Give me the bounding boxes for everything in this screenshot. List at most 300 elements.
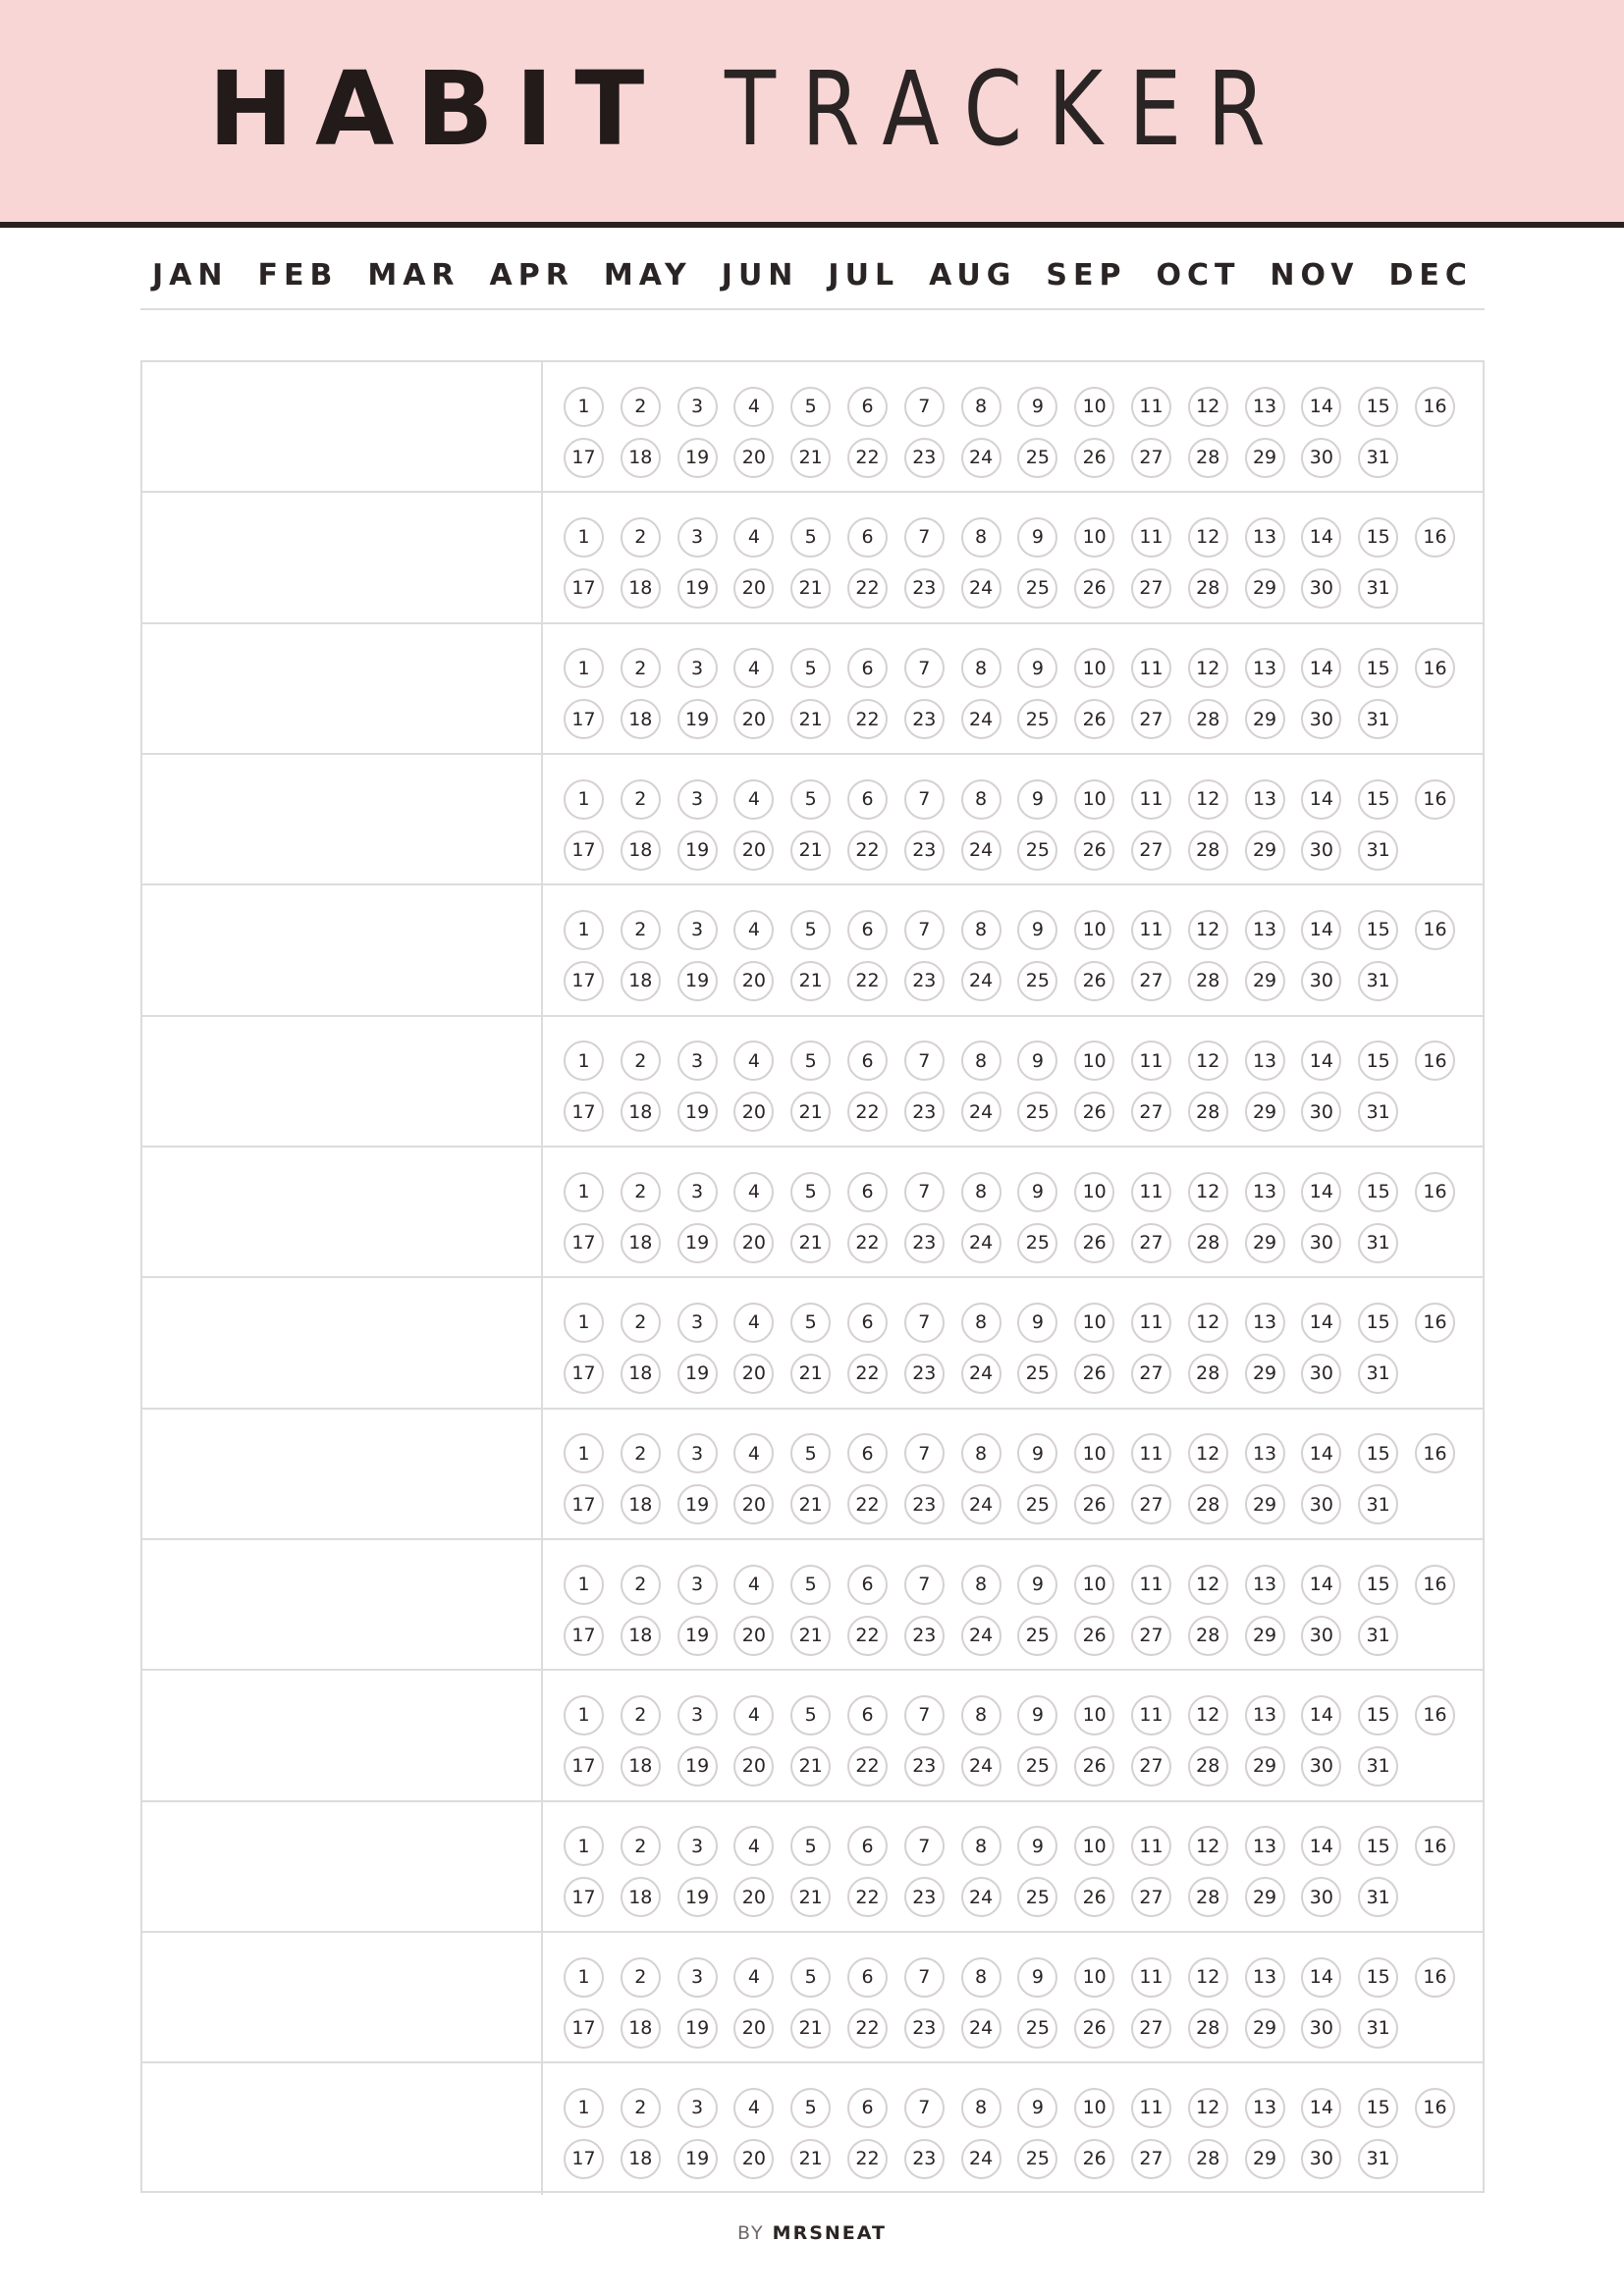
day-circle[interactable]: 12 bbox=[1188, 2088, 1228, 2128]
day-circle[interactable]: 7 bbox=[904, 1041, 945, 1081]
day-circle[interactable]: 1 bbox=[564, 1172, 604, 1212]
day-circle[interactable]: 17 bbox=[564, 1223, 604, 1263]
day-circle[interactable]: 11 bbox=[1131, 1695, 1171, 1735]
day-circle[interactable]: 1 bbox=[564, 1695, 604, 1735]
month-dec[interactable]: DEC bbox=[1388, 257, 1473, 293]
day-circle[interactable]: 3 bbox=[677, 387, 718, 427]
day-circle[interactable]: 10 bbox=[1074, 1695, 1114, 1735]
day-circle[interactable]: 17 bbox=[564, 568, 604, 609]
day-circle[interactable]: 13 bbox=[1245, 1172, 1285, 1212]
day-circle[interactable]: 31 bbox=[1358, 830, 1398, 871]
day-circle[interactable]: 18 bbox=[621, 1616, 661, 1656]
month-jun[interactable]: JUN bbox=[721, 257, 799, 293]
day-circle[interactable]: 14 bbox=[1301, 1565, 1341, 1605]
day-circle[interactable]: 13 bbox=[1245, 1041, 1285, 1081]
day-circle[interactable]: 8 bbox=[961, 779, 1001, 820]
day-circle[interactable]: 31 bbox=[1358, 1616, 1398, 1656]
day-circle[interactable]: 7 bbox=[904, 1565, 945, 1605]
day-circle[interactable]: 16 bbox=[1415, 1957, 1455, 1998]
day-circle[interactable]: 14 bbox=[1301, 387, 1341, 427]
day-circle[interactable]: 18 bbox=[621, 1877, 661, 1917]
day-circle[interactable]: 4 bbox=[733, 648, 774, 688]
day-circle[interactable]: 16 bbox=[1415, 648, 1455, 688]
day-circle[interactable]: 26 bbox=[1074, 2008, 1114, 2049]
day-circle[interactable]: 7 bbox=[904, 517, 945, 558]
day-circle[interactable]: 17 bbox=[564, 2008, 604, 2049]
day-circle[interactable]: 1 bbox=[564, 387, 604, 427]
day-circle[interactable]: 26 bbox=[1074, 699, 1114, 739]
day-circle[interactable]: 4 bbox=[733, 1433, 774, 1473]
day-circle[interactable]: 11 bbox=[1131, 2088, 1171, 2128]
day-circle[interactable]: 13 bbox=[1245, 1565, 1285, 1605]
day-circle[interactable]: 19 bbox=[677, 1877, 718, 1917]
day-circle[interactable]: 7 bbox=[904, 2088, 945, 2128]
day-circle[interactable]: 24 bbox=[961, 2008, 1001, 2049]
day-circle[interactable]: 1 bbox=[564, 779, 604, 820]
day-circle[interactable]: 20 bbox=[733, 1877, 774, 1917]
day-circle[interactable]: 5 bbox=[790, 779, 831, 820]
day-circle[interactable]: 1 bbox=[564, 1041, 604, 1081]
day-circle[interactable]: 13 bbox=[1245, 1957, 1285, 1998]
day-circle[interactable]: 27 bbox=[1131, 1092, 1171, 1132]
day-circle[interactable]: 13 bbox=[1245, 1303, 1285, 1343]
day-circle[interactable]: 26 bbox=[1074, 961, 1114, 1001]
day-circle[interactable]: 18 bbox=[621, 1484, 661, 1524]
day-circle[interactable]: 23 bbox=[904, 830, 945, 871]
day-circle[interactable]: 19 bbox=[677, 1223, 718, 1263]
day-circle[interactable]: 1 bbox=[564, 1433, 604, 1473]
day-circle[interactable]: 19 bbox=[677, 1092, 718, 1132]
day-circle[interactable]: 24 bbox=[961, 1092, 1001, 1132]
day-circle[interactable]: 25 bbox=[1017, 1484, 1057, 1524]
habit-name-field[interactable] bbox=[142, 1148, 543, 1276]
day-circle[interactable]: 21 bbox=[790, 830, 831, 871]
day-circle[interactable]: 2 bbox=[621, 1565, 661, 1605]
month-may[interactable]: MAY bbox=[603, 257, 692, 293]
day-circle[interactable]: 15 bbox=[1358, 517, 1398, 558]
habit-name-field[interactable] bbox=[142, 1540, 543, 1669]
day-circle[interactable]: 15 bbox=[1358, 1957, 1398, 1998]
day-circle[interactable]: 2 bbox=[621, 1041, 661, 1081]
day-circle[interactable]: 6 bbox=[847, 1433, 888, 1473]
day-circle[interactable]: 7 bbox=[904, 1695, 945, 1735]
day-circle[interactable]: 2 bbox=[621, 1433, 661, 1473]
day-circle[interactable]: 12 bbox=[1188, 1565, 1228, 1605]
day-circle[interactable]: 30 bbox=[1301, 1746, 1341, 1787]
day-circle[interactable]: 7 bbox=[904, 1303, 945, 1343]
day-circle[interactable]: 12 bbox=[1188, 1433, 1228, 1473]
day-circle[interactable]: 4 bbox=[733, 1172, 774, 1212]
day-circle[interactable]: 17 bbox=[564, 1354, 604, 1394]
day-circle[interactable]: 7 bbox=[904, 1957, 945, 1998]
day-circle[interactable]: 18 bbox=[621, 699, 661, 739]
day-circle[interactable]: 12 bbox=[1188, 1303, 1228, 1343]
day-circle[interactable]: 14 bbox=[1301, 648, 1341, 688]
day-circle[interactable]: 22 bbox=[847, 1484, 888, 1524]
day-circle[interactable]: 11 bbox=[1131, 517, 1171, 558]
day-circle[interactable]: 21 bbox=[790, 1746, 831, 1787]
month-nov[interactable]: NOV bbox=[1270, 257, 1360, 293]
day-circle[interactable]: 14 bbox=[1301, 1041, 1341, 1081]
day-circle[interactable]: 12 bbox=[1188, 1172, 1228, 1212]
day-circle[interactable]: 27 bbox=[1131, 1223, 1171, 1263]
day-circle[interactable]: 21 bbox=[790, 568, 831, 609]
day-circle[interactable]: 29 bbox=[1245, 438, 1285, 478]
day-circle[interactable]: 10 bbox=[1074, 910, 1114, 950]
day-circle[interactable]: 8 bbox=[961, 517, 1001, 558]
day-circle[interactable]: 4 bbox=[733, 1565, 774, 1605]
day-circle[interactable]: 15 bbox=[1358, 648, 1398, 688]
day-circle[interactable]: 23 bbox=[904, 438, 945, 478]
day-circle[interactable]: 10 bbox=[1074, 1303, 1114, 1343]
day-circle[interactable]: 31 bbox=[1358, 1484, 1398, 1524]
day-circle[interactable]: 20 bbox=[733, 1223, 774, 1263]
day-circle[interactable]: 19 bbox=[677, 961, 718, 1001]
day-circle[interactable]: 24 bbox=[961, 1877, 1001, 1917]
day-circle[interactable]: 12 bbox=[1188, 648, 1228, 688]
day-circle[interactable]: 11 bbox=[1131, 1172, 1171, 1212]
day-circle[interactable]: 27 bbox=[1131, 568, 1171, 609]
day-circle[interactable]: 1 bbox=[564, 1957, 604, 1998]
day-circle[interactable]: 28 bbox=[1188, 699, 1228, 739]
day-circle[interactable]: 3 bbox=[677, 1041, 718, 1081]
day-circle[interactable]: 22 bbox=[847, 1877, 888, 1917]
day-circle[interactable]: 10 bbox=[1074, 1826, 1114, 1866]
day-circle[interactable]: 28 bbox=[1188, 1092, 1228, 1132]
day-circle[interactable]: 6 bbox=[847, 1172, 888, 1212]
day-circle[interactable]: 26 bbox=[1074, 2139, 1114, 2179]
day-circle[interactable]: 5 bbox=[790, 517, 831, 558]
day-circle[interactable]: 13 bbox=[1245, 779, 1285, 820]
day-circle[interactable]: 28 bbox=[1188, 830, 1228, 871]
day-circle[interactable]: 25 bbox=[1017, 1223, 1057, 1263]
day-circle[interactable]: 2 bbox=[621, 779, 661, 820]
day-circle[interactable]: 8 bbox=[961, 910, 1001, 950]
day-circle[interactable]: 23 bbox=[904, 961, 945, 1001]
day-circle[interactable]: 17 bbox=[564, 699, 604, 739]
day-circle[interactable]: 15 bbox=[1358, 1303, 1398, 1343]
day-circle[interactable]: 9 bbox=[1017, 1041, 1057, 1081]
day-circle[interactable]: 8 bbox=[961, 1433, 1001, 1473]
day-circle[interactable]: 8 bbox=[961, 1957, 1001, 1998]
day-circle[interactable]: 16 bbox=[1415, 1303, 1455, 1343]
day-circle[interactable]: 3 bbox=[677, 779, 718, 820]
day-circle[interactable]: 2 bbox=[621, 910, 661, 950]
day-circle[interactable]: 25 bbox=[1017, 830, 1057, 871]
day-circle[interactable]: 23 bbox=[904, 1092, 945, 1132]
day-circle[interactable]: 31 bbox=[1358, 2139, 1398, 2179]
habit-name-field[interactable] bbox=[142, 1671, 543, 1799]
day-circle[interactable]: 29 bbox=[1245, 1484, 1285, 1524]
day-circle[interactable]: 25 bbox=[1017, 2008, 1057, 2049]
day-circle[interactable]: 2 bbox=[621, 1826, 661, 1866]
day-circle[interactable]: 16 bbox=[1415, 1695, 1455, 1735]
day-circle[interactable]: 11 bbox=[1131, 1041, 1171, 1081]
month-mar[interactable]: MAR bbox=[367, 257, 460, 293]
day-circle[interactable]: 28 bbox=[1188, 1877, 1228, 1917]
day-circle[interactable]: 27 bbox=[1131, 2008, 1171, 2049]
day-circle[interactable]: 24 bbox=[961, 1354, 1001, 1394]
day-circle[interactable]: 12 bbox=[1188, 910, 1228, 950]
day-circle[interactable]: 13 bbox=[1245, 387, 1285, 427]
day-circle[interactable]: 21 bbox=[790, 1354, 831, 1394]
day-circle[interactable]: 11 bbox=[1131, 1826, 1171, 1866]
day-circle[interactable]: 22 bbox=[847, 1092, 888, 1132]
day-circle[interactable]: 6 bbox=[847, 1826, 888, 1866]
day-circle[interactable]: 26 bbox=[1074, 1092, 1114, 1132]
day-circle[interactable]: 5 bbox=[790, 1303, 831, 1343]
day-circle[interactable]: 8 bbox=[961, 387, 1001, 427]
day-circle[interactable]: 22 bbox=[847, 438, 888, 478]
day-circle[interactable]: 16 bbox=[1415, 1826, 1455, 1866]
day-circle[interactable]: 14 bbox=[1301, 1303, 1341, 1343]
day-circle[interactable]: 5 bbox=[790, 1433, 831, 1473]
day-circle[interactable]: 23 bbox=[904, 2008, 945, 2049]
day-circle[interactable]: 2 bbox=[621, 2088, 661, 2128]
day-circle[interactable]: 15 bbox=[1358, 1433, 1398, 1473]
day-circle[interactable]: 11 bbox=[1131, 1957, 1171, 1998]
day-circle[interactable]: 16 bbox=[1415, 910, 1455, 950]
day-circle[interactable]: 2 bbox=[621, 1303, 661, 1343]
day-circle[interactable]: 25 bbox=[1017, 1746, 1057, 1787]
day-circle[interactable]: 8 bbox=[961, 1172, 1001, 1212]
day-circle[interactable]: 24 bbox=[961, 2139, 1001, 2179]
day-circle[interactable]: 9 bbox=[1017, 517, 1057, 558]
day-circle[interactable]: 24 bbox=[961, 1746, 1001, 1787]
day-circle[interactable]: 9 bbox=[1017, 910, 1057, 950]
day-circle[interactable]: 29 bbox=[1245, 1616, 1285, 1656]
day-circle[interactable]: 4 bbox=[733, 1041, 774, 1081]
day-circle[interactable]: 30 bbox=[1301, 2008, 1341, 2049]
day-circle[interactable]: 29 bbox=[1245, 2008, 1285, 2049]
day-circle[interactable]: 1 bbox=[564, 2088, 604, 2128]
day-circle[interactable]: 7 bbox=[904, 1826, 945, 1866]
day-circle[interactable]: 23 bbox=[904, 1354, 945, 1394]
day-circle[interactable]: 20 bbox=[733, 2008, 774, 2049]
day-circle[interactable]: 10 bbox=[1074, 1433, 1114, 1473]
day-circle[interactable]: 28 bbox=[1188, 2008, 1228, 2049]
day-circle[interactable]: 16 bbox=[1415, 517, 1455, 558]
month-aug[interactable]: AUG bbox=[929, 257, 1017, 293]
day-circle[interactable]: 3 bbox=[677, 1826, 718, 1866]
day-circle[interactable]: 5 bbox=[790, 2088, 831, 2128]
day-circle[interactable]: 23 bbox=[904, 1484, 945, 1524]
day-circle[interactable]: 27 bbox=[1131, 961, 1171, 1001]
day-circle[interactable]: 29 bbox=[1245, 2139, 1285, 2179]
day-circle[interactable]: 25 bbox=[1017, 1877, 1057, 1917]
day-circle[interactable]: 31 bbox=[1358, 1877, 1398, 1917]
day-circle[interactable]: 6 bbox=[847, 517, 888, 558]
day-circle[interactable]: 26 bbox=[1074, 830, 1114, 871]
habit-name-field[interactable] bbox=[142, 1410, 543, 1538]
day-circle[interactable]: 6 bbox=[847, 1303, 888, 1343]
day-circle[interactable]: 25 bbox=[1017, 1354, 1057, 1394]
day-circle[interactable]: 19 bbox=[677, 568, 718, 609]
day-circle[interactable]: 25 bbox=[1017, 568, 1057, 609]
day-circle[interactable]: 24 bbox=[961, 568, 1001, 609]
day-circle[interactable]: 12 bbox=[1188, 1957, 1228, 1998]
day-circle[interactable]: 15 bbox=[1358, 910, 1398, 950]
day-circle[interactable]: 17 bbox=[564, 830, 604, 871]
habit-name-field[interactable] bbox=[142, 885, 543, 1014]
day-circle[interactable]: 18 bbox=[621, 2008, 661, 2049]
day-circle[interactable]: 14 bbox=[1301, 517, 1341, 558]
day-circle[interactable]: 20 bbox=[733, 2139, 774, 2179]
day-circle[interactable]: 28 bbox=[1188, 1354, 1228, 1394]
day-circle[interactable]: 5 bbox=[790, 648, 831, 688]
day-circle[interactable]: 16 bbox=[1415, 1172, 1455, 1212]
day-circle[interactable]: 18 bbox=[621, 1223, 661, 1263]
day-circle[interactable]: 27 bbox=[1131, 1616, 1171, 1656]
day-circle[interactable]: 12 bbox=[1188, 387, 1228, 427]
day-circle[interactable]: 24 bbox=[961, 438, 1001, 478]
day-circle[interactable]: 31 bbox=[1358, 1092, 1398, 1132]
day-circle[interactable]: 22 bbox=[847, 830, 888, 871]
day-circle[interactable]: 8 bbox=[961, 1565, 1001, 1605]
day-circle[interactable]: 12 bbox=[1188, 1041, 1228, 1081]
day-circle[interactable]: 14 bbox=[1301, 2088, 1341, 2128]
day-circle[interactable]: 10 bbox=[1074, 387, 1114, 427]
day-circle[interactable]: 19 bbox=[677, 2008, 718, 2049]
day-circle[interactable]: 24 bbox=[961, 1616, 1001, 1656]
day-circle[interactable]: 6 bbox=[847, 1957, 888, 1998]
day-circle[interactable]: 24 bbox=[961, 961, 1001, 1001]
day-circle[interactable]: 2 bbox=[621, 1172, 661, 1212]
day-circle[interactable]: 10 bbox=[1074, 1565, 1114, 1605]
day-circle[interactable]: 23 bbox=[904, 1877, 945, 1917]
day-circle[interactable]: 18 bbox=[621, 1092, 661, 1132]
day-circle[interactable]: 23 bbox=[904, 699, 945, 739]
month-sep[interactable]: SEP bbox=[1046, 257, 1127, 293]
day-circle[interactable]: 21 bbox=[790, 2008, 831, 2049]
habit-name-field[interactable] bbox=[142, 362, 543, 491]
month-feb[interactable]: FEB bbox=[257, 257, 339, 293]
day-circle[interactable]: 15 bbox=[1358, 1565, 1398, 1605]
habit-name-field[interactable] bbox=[142, 1278, 543, 1407]
day-circle[interactable]: 30 bbox=[1301, 961, 1341, 1001]
day-circle[interactable]: 30 bbox=[1301, 2139, 1341, 2179]
day-circle[interactable]: 19 bbox=[677, 1746, 718, 1787]
day-circle[interactable]: 2 bbox=[621, 387, 661, 427]
day-circle[interactable]: 17 bbox=[564, 1877, 604, 1917]
day-circle[interactable]: 30 bbox=[1301, 438, 1341, 478]
day-circle[interactable]: 17 bbox=[564, 2139, 604, 2179]
day-circle[interactable]: 25 bbox=[1017, 438, 1057, 478]
day-circle[interactable]: 30 bbox=[1301, 1354, 1341, 1394]
day-circle[interactable]: 3 bbox=[677, 648, 718, 688]
day-circle[interactable]: 31 bbox=[1358, 438, 1398, 478]
day-circle[interactable]: 6 bbox=[847, 779, 888, 820]
day-circle[interactable]: 20 bbox=[733, 568, 774, 609]
day-circle[interactable]: 25 bbox=[1017, 699, 1057, 739]
day-circle[interactable]: 6 bbox=[847, 387, 888, 427]
day-circle[interactable]: 28 bbox=[1188, 961, 1228, 1001]
day-circle[interactable]: 6 bbox=[847, 1695, 888, 1735]
day-circle[interactable]: 22 bbox=[847, 1616, 888, 1656]
month-apr[interactable]: APR bbox=[489, 257, 574, 293]
day-circle[interactable]: 17 bbox=[564, 438, 604, 478]
day-circle[interactable]: 28 bbox=[1188, 1616, 1228, 1656]
day-circle[interactable]: 20 bbox=[733, 1354, 774, 1394]
day-circle[interactable]: 6 bbox=[847, 1565, 888, 1605]
day-circle[interactable]: 17 bbox=[564, 1616, 604, 1656]
day-circle[interactable]: 23 bbox=[904, 1616, 945, 1656]
habit-name-field[interactable] bbox=[142, 1933, 543, 2061]
day-circle[interactable]: 15 bbox=[1358, 779, 1398, 820]
day-circle[interactable]: 11 bbox=[1131, 387, 1171, 427]
day-circle[interactable]: 21 bbox=[790, 438, 831, 478]
month-jan[interactable]: JAN bbox=[152, 257, 229, 293]
day-circle[interactable]: 27 bbox=[1131, 830, 1171, 871]
day-circle[interactable]: 25 bbox=[1017, 1092, 1057, 1132]
day-circle[interactable]: 18 bbox=[621, 568, 661, 609]
day-circle[interactable]: 10 bbox=[1074, 2088, 1114, 2128]
day-circle[interactable]: 11 bbox=[1131, 910, 1171, 950]
day-circle[interactable]: 21 bbox=[790, 1877, 831, 1917]
day-circle[interactable]: 22 bbox=[847, 2008, 888, 2049]
day-circle[interactable]: 24 bbox=[961, 830, 1001, 871]
day-circle[interactable]: 4 bbox=[733, 1303, 774, 1343]
day-circle[interactable]: 9 bbox=[1017, 1172, 1057, 1212]
day-circle[interactable]: 21 bbox=[790, 1484, 831, 1524]
day-circle[interactable]: 20 bbox=[733, 699, 774, 739]
day-circle[interactable]: 29 bbox=[1245, 1092, 1285, 1132]
day-circle[interactable]: 3 bbox=[677, 1957, 718, 1998]
day-circle[interactable]: 29 bbox=[1245, 568, 1285, 609]
day-circle[interactable]: 9 bbox=[1017, 1433, 1057, 1473]
day-circle[interactable]: 1 bbox=[564, 648, 604, 688]
day-circle[interactable]: 4 bbox=[733, 517, 774, 558]
day-circle[interactable]: 30 bbox=[1301, 1092, 1341, 1132]
day-circle[interactable]: 28 bbox=[1188, 1223, 1228, 1263]
day-circle[interactable]: 30 bbox=[1301, 1877, 1341, 1917]
day-circle[interactable]: 4 bbox=[733, 910, 774, 950]
day-circle[interactable]: 25 bbox=[1017, 961, 1057, 1001]
day-circle[interactable]: 3 bbox=[677, 517, 718, 558]
day-circle[interactable]: 4 bbox=[733, 387, 774, 427]
day-circle[interactable]: 28 bbox=[1188, 2139, 1228, 2179]
day-circle[interactable]: 7 bbox=[904, 1433, 945, 1473]
day-circle[interactable]: 13 bbox=[1245, 910, 1285, 950]
day-circle[interactable]: 17 bbox=[564, 1092, 604, 1132]
day-circle[interactable]: 31 bbox=[1358, 1746, 1398, 1787]
day-circle[interactable]: 18 bbox=[621, 1354, 661, 1394]
day-circle[interactable]: 16 bbox=[1415, 2088, 1455, 2128]
day-circle[interactable]: 8 bbox=[961, 1826, 1001, 1866]
day-circle[interactable]: 22 bbox=[847, 568, 888, 609]
day-circle[interactable]: 6 bbox=[847, 910, 888, 950]
day-circle[interactable]: 4 bbox=[733, 1957, 774, 1998]
day-circle[interactable]: 31 bbox=[1358, 961, 1398, 1001]
day-circle[interactable]: 20 bbox=[733, 438, 774, 478]
day-circle[interactable]: 17 bbox=[564, 1484, 604, 1524]
day-circle[interactable]: 14 bbox=[1301, 910, 1341, 950]
day-circle[interactable]: 10 bbox=[1074, 1041, 1114, 1081]
day-circle[interactable]: 26 bbox=[1074, 1746, 1114, 1787]
day-circle[interactable]: 29 bbox=[1245, 830, 1285, 871]
habit-name-field[interactable] bbox=[142, 1017, 543, 1146]
day-circle[interactable]: 6 bbox=[847, 1041, 888, 1081]
day-circle[interactable]: 25 bbox=[1017, 2139, 1057, 2179]
day-circle[interactable]: 18 bbox=[621, 830, 661, 871]
day-circle[interactable]: 8 bbox=[961, 1695, 1001, 1735]
day-circle[interactable]: 12 bbox=[1188, 1826, 1228, 1866]
day-circle[interactable]: 10 bbox=[1074, 779, 1114, 820]
day-circle[interactable]: 16 bbox=[1415, 1041, 1455, 1081]
day-circle[interactable]: 18 bbox=[621, 438, 661, 478]
day-circle[interactable]: 14 bbox=[1301, 1433, 1341, 1473]
day-circle[interactable]: 27 bbox=[1131, 438, 1171, 478]
